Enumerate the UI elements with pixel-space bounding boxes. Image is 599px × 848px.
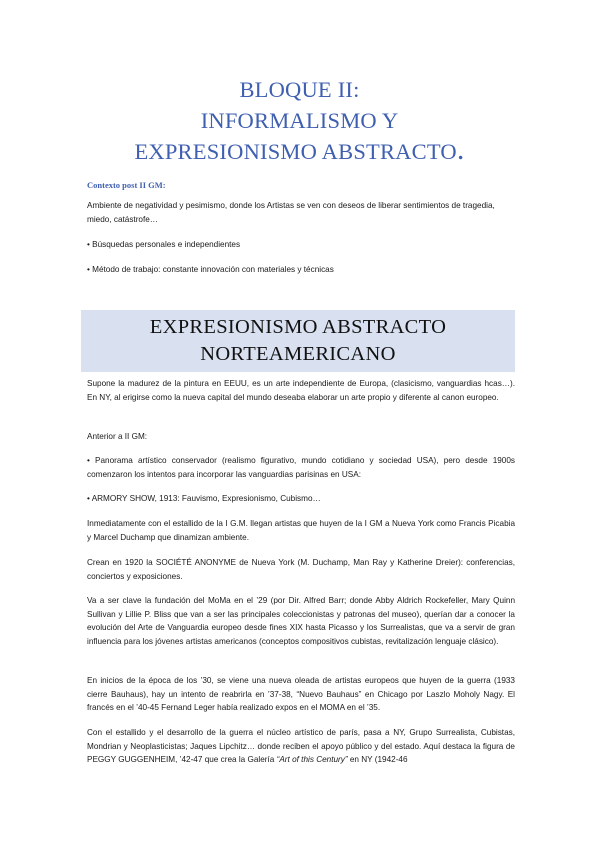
context-heading: Contexto post II GM: [87,180,166,190]
title-period: . [456,133,465,166]
gallery-name: “Art of this Century” [276,755,348,764]
body-paragraph-3: • Panorama artístico conservador (realismo figurativo, mundo cotidiano y sociedad USA), pero desde 1900s comenzaron los intentos para incorporar las vanguardias parisinas en USA: [87,456,515,479]
body-paragraph-9-text: Con el estallido y el desarrollo de la guerra el núcleo artístico de parís, pasa a NY, Grupo Surrealista, Cubistas, Mondrian y Neoplasticistas; Jaques Lipchitz… donde reciben el apoyo público y del estado. Aquí destaca la figura de PEGGY GUGGENHEIM, ’42-47 que crea la Galería [87,728,515,764]
body-paragraph-8: En inicios de la época de los ’30, se viene una nueva oleada de artistas europeos que huyen de la guerra (1933 cierre Bauhaus), hay un intento de reabrirla en ’37-38, “Nuevo Bauhaus” en Chicago por Laszlo Moholy Nagy. El francés en el ’40-45 Fernand Leger había realizado expos en el MOMA en el ’35. [87,676,515,712]
section-heading-line-1: EXPRESIONISMO ABSTRACTO [149,316,447,338]
title-line-2: INFORMALISMO Y [200,108,399,133]
context-bullet-1: • Búsquedas personales e independientes [87,240,241,249]
title-line-1: BLOQUE II: [239,77,360,102]
body-paragraph-5: Inmediatamente con el estallido de la I G.M. llegan artistas que huyen de la I GM a Nueva York como Francis Picabia y Marcel Duchamp que dinamizan ambiente. [87,519,515,542]
body-paragraph-1: Supone la madurez de la pintura en EEUU, es un arte independiente de Europa, (clasicismo, vanguardias hcas…). En NY, al erigirse como la nueva capital del mundo deseaba elaborar un arte propio y diferente al canon europeo. [87,379,515,402]
title-line-3-text: EXPRESIONISMO ABSTRACTO [134,139,457,164]
context-paragraph: Ambiente de negatividad y pesimismo, donde los Artistas se ven con deseos de liberar sentimientos de tragedia, miedo, catástrofe… [87,201,495,224]
body-paragraph-7: Va a ser clave la fundación del MoMa en el ’29 (por Dir. Alfred Barr; donde Abby Aldrich Rockefeller, Mary Quinn Sullivan y Lillie P. Bliss que van a ser las principales coleccionistas y patronas del museo), querían dar a conocer la evolución del Arte de Vanguardia europeo desde fines XIX hasta Picasso y los Surrealistas, que va a servir de gran influencia para los jóvenes artistas americanos (conceptos compositivos cubistas, revitalización lenguaje clásico). [87,596,515,646]
context-bullet-2: • Método de trabajo: constante innovación con materiales y técnicas [87,265,334,274]
body-paragraph-2: Anterior a II GM: [87,432,148,441]
body-paragraph-4: • ARMORY SHOW, 1913: Fauvismo, Expresionismo, Cubismo… [87,494,321,503]
body-paragraph-9 [87,726,515,767]
title-line-3 [0,133,599,167]
section-heading [81,314,515,368]
document-title [0,74,599,167]
body-paragraph-6: Crean en 1920 la SOCIÉTÉ ANONYME de Nueva York (M. Duchamp, Man Ray y Katherine Dreier): conferencias, conciertos y exposiciones. [87,558,515,581]
section-heading-line-2: NORTEAMERICANO [200,343,396,365]
body-paragraph-9-tail: en NY (1942-46 [347,755,408,764]
